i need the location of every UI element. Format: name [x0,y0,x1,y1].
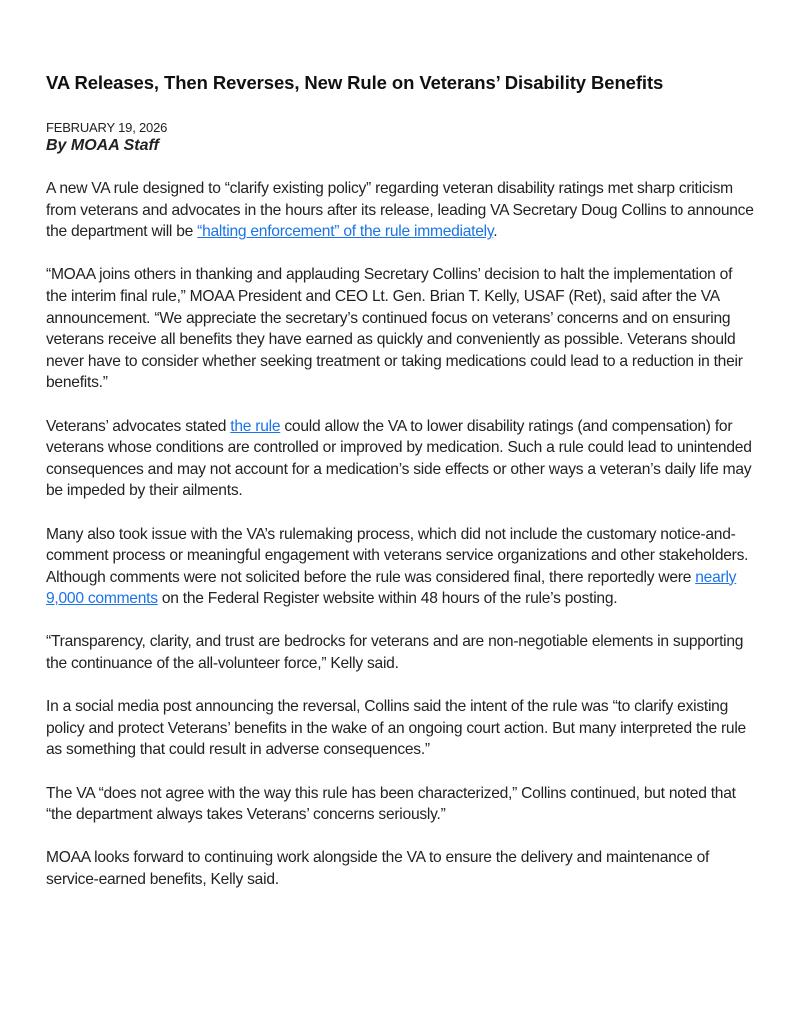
paragraph-text: A new VA rule designed to “clarify existing policy” regarding veteran disability ratings met sharp criticism from veterans and advocates in the hours after its release, leading VA Secretary Doug Collins to announce the department will be [46,180,754,241]
paragraph-text: could allow the VA to lower disability ratings (and compensation) for veterans whose conditions are controlled or improved by medication. Such a rule could lead to unintended consequences and may not account for a medication’s side effects or other ways a veteran’s daily life may be impeded by their ailments. [46,417,752,500]
paragraph-4 [46,524,756,610]
article [46,70,756,912]
the-rule-link[interactable]: the rule [230,417,281,435]
article-byline: By MOAA Staff [46,137,159,154]
halting-enforcement-link[interactable]: “halting enforcement” of the rule immediately [197,223,494,241]
comments-link[interactable]: nearly 9,000 comments [46,568,737,608]
paragraph-text: Many also took issue with the VA’s rulemaking process, which did not include the customary notice-and-comment process or meaningful engagement with veterans service organizations and other stakeholders. Although comments were not solicited before the rule was considered final, there reportedly were [46,525,749,586]
paragraph-text: on the Federal Register website within 48 hours of the rule’s posting. [157,590,618,608]
article-date: FEBRUARY 19, 2026 [46,120,168,135]
paragraph-5: “Transparency, clarity, and trust are bedrocks for veterans and are non-negotiable elements in supporting the continuance of the all-volunteer force,” Kelly said. [46,633,744,673]
paragraph-text: . [493,223,498,241]
paragraph-6: In a social media post announcing the reversal, Collins said the intent of the rule was “to clarify existing policy and protect Veterans’ benefits in the wake of an ongoing court action. But many interpreted the rule as something that could result in adverse consequences.” [46,698,746,759]
paragraph-7: The VA “does not agree with the way this rule has been characterized,” Collins continued, but noted that “the department always takes Veterans’ concerns seriously.” [46,784,736,824]
paragraph-text: Veterans’ advocates stated [46,417,231,435]
article-title: VA Releases, Then Reverses, New Rule on Veterans’ Disability Benefits [46,72,664,93]
article-body [46,178,756,891]
paragraph-2: “MOAA joins others in thanking and applauding Secretary Collins’ decision to halt the implementation of the interim final rule,” MOAA President and CEO Lt. Gen. Brian T. Kelly, USAF (Ret), said after the VA announcement. “We appreciate the secretary’s continued focus on veterans’ concerns and on ensuring veterans receive all benefits they have earned as quickly and conveniently as possible. Veterans should never have to consider whether seeking treatment or taking medications could lead to a reduction in their benefits.” [46,266,743,392]
paragraph-3 [46,416,756,502]
paragraph-8: MOAA looks forward to continuing work alongside the VA to ensure the delivery and maintenance of service-earned benefits, Kelly said. [46,849,710,888]
paragraph-1 [46,178,756,243]
